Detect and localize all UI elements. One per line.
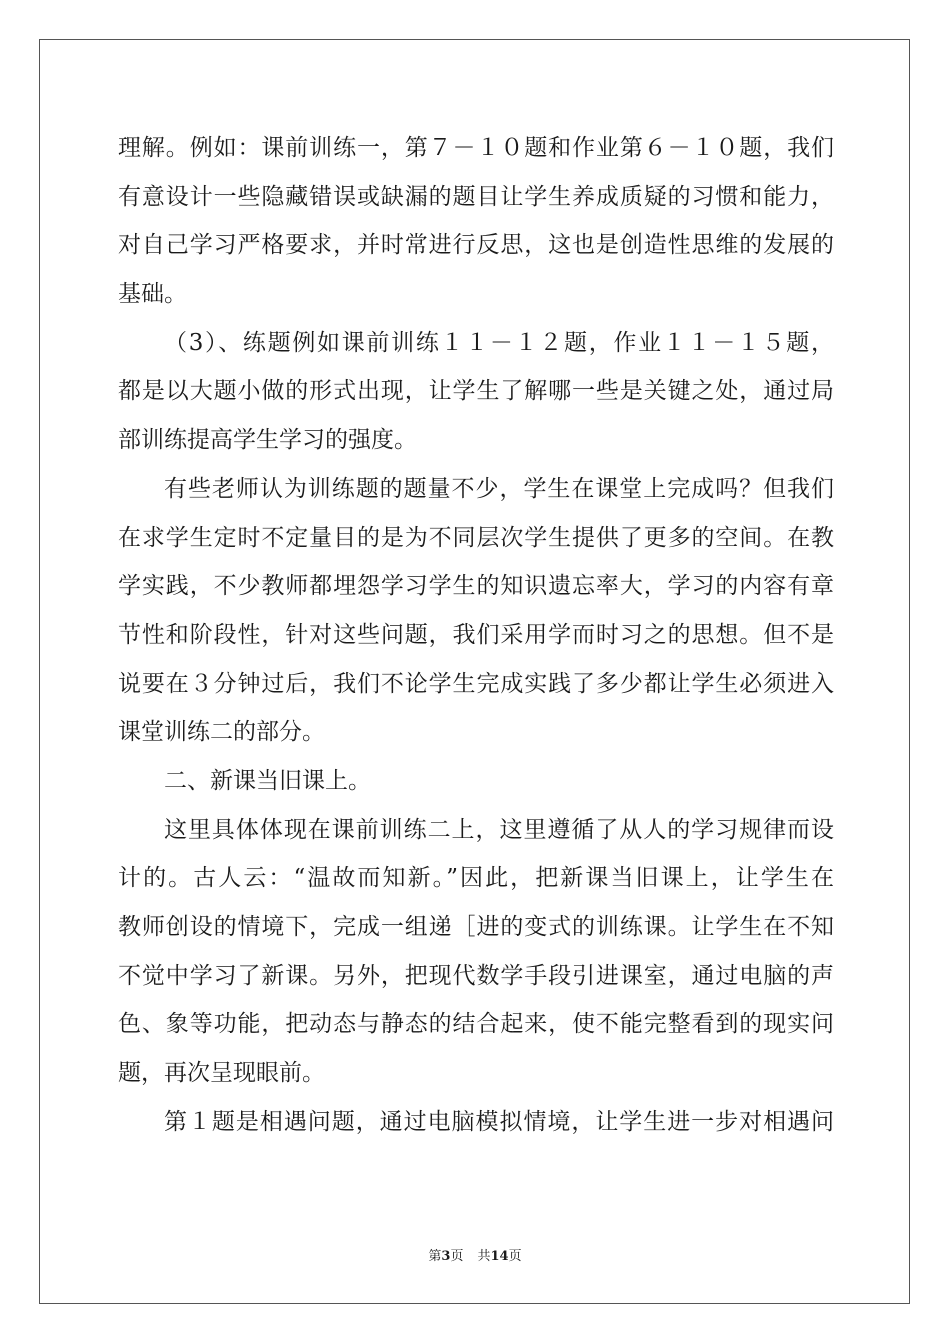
- text-line: 教师创设的情境下，完成一组递［进的变式的训练课。让学生在不知: [118, 914, 834, 940]
- text-line: 有意设计一些隐藏错误或缺漏的题目让学生养成质疑的习惯和能力，: [118, 183, 834, 210]
- footer-total-pages: 14: [490, 1249, 509, 1264]
- footer-total-prefix: 共: [477, 1249, 491, 1264]
- text-line: 这里具体体现在课前训练二上，这里遵循了从人的学习规律而设: [164, 816, 834, 843]
- text-line: 对自己学习严格要求，并时常进行反思，这也是创造性思维的发展的: [118, 232, 834, 259]
- document-body: [118, 124, 834, 1146]
- text-line: 有些老师认为训练题的题量不少，学生在课堂上完成吗？但我们: [164, 475, 834, 502]
- text-line: 学实践，不少教师都埋怨学习学生的知识遗忘率大，学习的内容有章: [118, 573, 834, 600]
- footer-total-suffix: 页: [508, 1249, 522, 1264]
- text-line: 都是以大题小做的形式出现，让学生了解哪一些是关键之处，通过局: [118, 378, 834, 405]
- text-line: 说要在３分钟过后，我们不论学生完成实践了多少都让学生必须进入: [118, 670, 834, 697]
- text-line: 课堂训练二的部分。: [118, 719, 325, 746]
- page-footer: [0, 1248, 950, 1266]
- footer-page-suffix: 页: [450, 1249, 464, 1264]
- text-line: 不觉中学习了新课。另外，把现代数学手段引进课室，通过电脑的声: [118, 962, 834, 989]
- text-line: 节性和阶段性，针对这些问题，我们采用学而时习之的思想。但不是: [118, 621, 834, 648]
- text-line: （3）、练题例如课前训练１１－１２题，作业１１－１５题，: [164, 329, 834, 356]
- text-line: 计的。古人云：“温故而知新。”因此，把新课当旧课上，让学生在: [118, 865, 834, 892]
- text-line: 题，再次呈现眼前。: [118, 1060, 325, 1087]
- text-line: 色、象等功能，把动态与静态的结合起来，使不能完整看到的现实问: [118, 1011, 834, 1038]
- text-line: 理解。例如：课前训练一，第７－１０题和作业第６－１０题，我们: [118, 135, 834, 161]
- text-line: 在求学生定时不定量目的是为不同层次学生提供了更多的空间。在教: [118, 524, 834, 551]
- text-line: 基础。: [118, 281, 187, 308]
- text-line: 二、新课当旧课上。: [164, 767, 371, 794]
- text-line: 部训练提高学生学习的强度。: [118, 427, 417, 454]
- text-line: 第１题是相遇问题，通过电脑模拟情境，让学生进一步对相遇问: [164, 1108, 834, 1135]
- footer-prefix: 第: [428, 1249, 442, 1264]
- footer-page-number: 3: [441, 1249, 451, 1264]
